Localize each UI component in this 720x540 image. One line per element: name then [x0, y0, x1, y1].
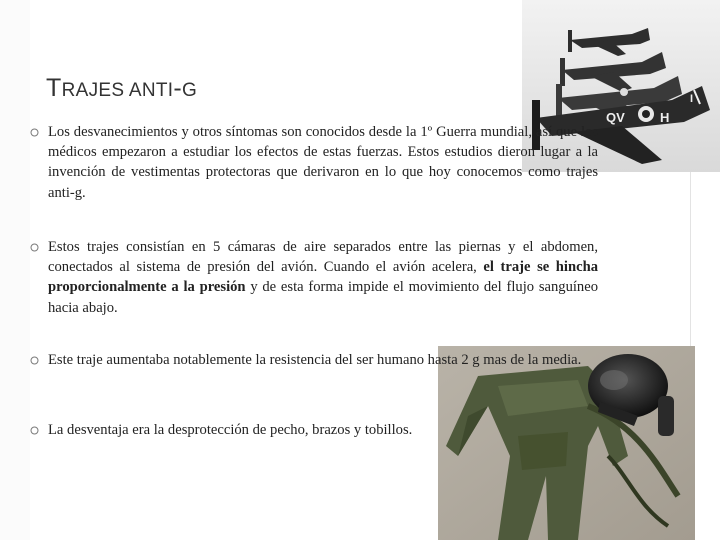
bullet-text-1: Los desvanecimientos y otros síntomas son conocidos desde la 1º Guerra mundial, así que los médicos empezaron a estudiar los efectos de estas fuerzas. Estos estudios dieron lugar a la invención de vestimentas protectoras que derivaron en lo que hoy conocemos como trajes anti-g.: [48, 124, 598, 201]
plane-code-text: QV: [606, 110, 625, 125]
plane-code-text-2: H: [660, 110, 670, 125]
bullet-text-4: La desventaja era la desprotección de pecho, brazos y tobillos.: [48, 422, 413, 438]
circle-bullet-icon: [30, 426, 39, 435]
bullet-text-2b: y de esta forma impide el movimiento del flujo sanguíneo hacia abajo.: [48, 279, 598, 316]
title-initial: T: [46, 74, 62, 102]
slide-margin: [0, 0, 30, 540]
title-g: G: [181, 80, 198, 101]
circle-bullet-icon: [30, 243, 39, 252]
title-dash: -: [173, 74, 182, 102]
anti-g-suit-photo: [438, 346, 695, 540]
bullet-text-2-bold: el traje se hincha proporcionalmente a la presión: [48, 259, 598, 296]
bullet-text-2: [48, 237, 598, 318]
circle-bullet-icon: [30, 356, 39, 365]
slide-title: [46, 74, 197, 103]
bullet-text-2a: Estos trajes consistían en 5 cámaras de aire separados entre las piernas y el abdomen, conectados al sistema de presión del avión. Cuando el avión acelera,: [48, 239, 598, 276]
plane-code-text-3: I: [690, 93, 694, 105]
title-rest: RAJES ANTI: [61, 80, 174, 101]
bullet-text-3: Este traje aumentaba notablemente la resistencia del ser humano hasta 2 g mas de la media.: [48, 352, 582, 368]
circle-bullet-icon: [30, 128, 39, 137]
